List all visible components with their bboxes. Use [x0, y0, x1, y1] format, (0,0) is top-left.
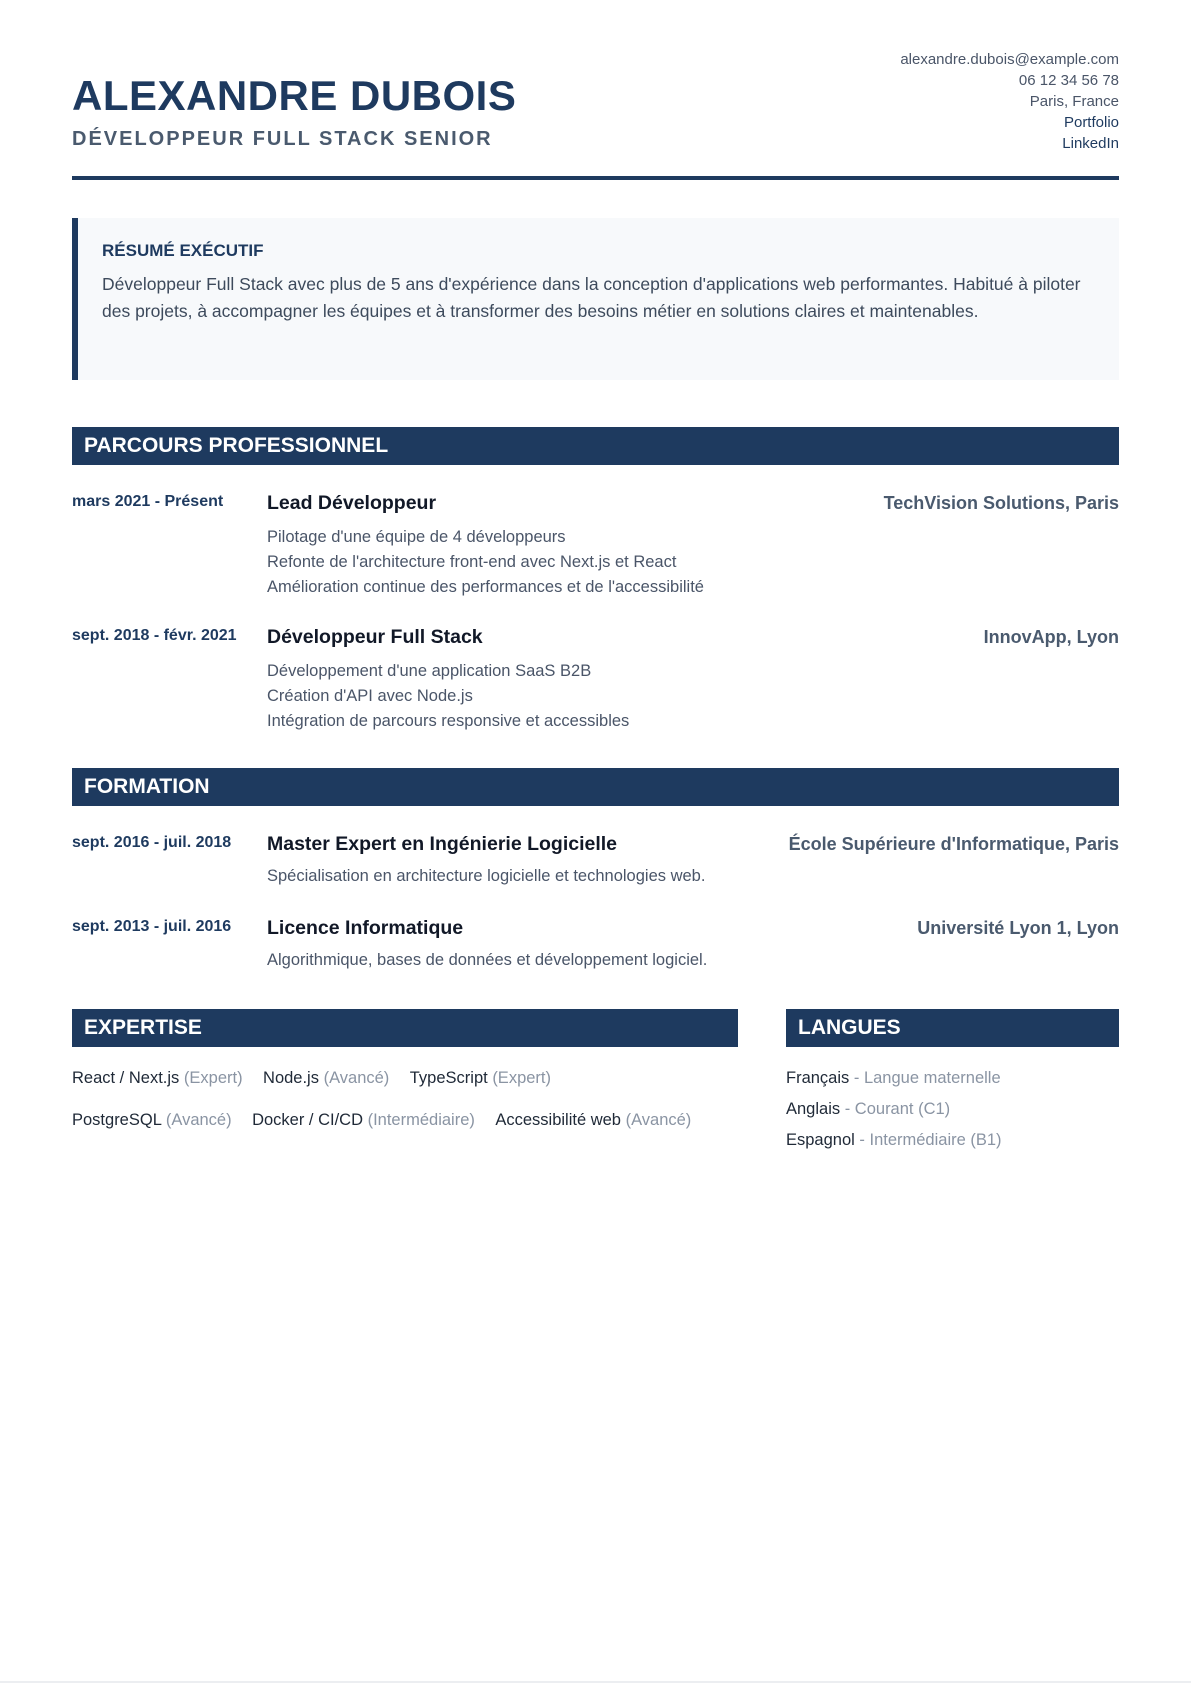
language-item	[786, 1099, 1119, 1130]
experience-company: TechVision Solutions, Paris	[883, 493, 1119, 513]
skill-item	[410, 1068, 551, 1088]
skill-name: TypeScript	[409, 1069, 488, 1087]
summary-text: Développeur Full Stack avec plus de 5 ans d'expérience dans la conception d'applications web performantes. Habitué à piloter des projets, à accompagner les équipes et à transformer des besoins métier en solutions claires et maintenables.	[102, 274, 1081, 321]
skill-name: Accessibilité web	[495, 1111, 621, 1129]
language-name: Espagnol	[786, 1131, 855, 1149]
experience-company: InnovApp, Lyon	[983, 627, 1119, 647]
education-date: sept. 2016 - juil. 2018	[72, 834, 232, 851]
experience-bullet: Pilotage d'une équipe de 4 développeurs	[267, 528, 566, 546]
contact-location: Paris, France	[1029, 93, 1119, 110]
resume-header	[72, 0, 1119, 182]
contact-phone: 06 12 34 56 78	[1018, 72, 1119, 89]
skills-list	[72, 1068, 742, 1152]
summary-heading: RÉSUMÉ EXÉCUTIF	[102, 241, 264, 260]
experience-bullet: Création d'API avec Node.js	[267, 687, 473, 705]
skill-item	[495, 1110, 691, 1130]
skill-item	[72, 1110, 232, 1130]
experience-bullet: Amélioration continue des performances et de l'accessibilité	[267, 578, 704, 596]
education-description: Spécialisation en architecture logicielle et technologies web.	[267, 867, 706, 885]
experience-bullet: Développement d'une application SaaS B2B	[267, 662, 592, 680]
skills-row	[72, 1068, 742, 1110]
skill-item	[72, 1068, 243, 1088]
experience-role: Développeur Full Stack	[267, 626, 483, 648]
section-heading-languages: LANGUES	[786, 1009, 1119, 1047]
languages-list	[786, 1068, 1119, 1161]
education-description: Algorithmique, bases de données et développement logiciel.	[267, 951, 708, 969]
language-item	[786, 1068, 1119, 1099]
portfolio-link[interactable]: Portfolio	[1063, 114, 1119, 131]
skill-level: (Avancé)	[165, 1111, 232, 1129]
section-heading-expertise: EXPERTISE	[72, 1009, 738, 1047]
skill-level: (Avancé)	[323, 1069, 390, 1087]
candidate-title: DÉVELOPPEUR FULL STACK SENIOR	[72, 128, 493, 150]
language-name: Français	[786, 1069, 850, 1087]
section-heading-education: FORMATION	[72, 768, 1119, 806]
language-level: - Courant (C1)	[844, 1100, 951, 1118]
experience-entry	[72, 626, 1119, 736]
language-level: - Intermédiaire (B1)	[859, 1131, 1002, 1149]
skill-level: (Expert)	[492, 1069, 551, 1087]
executive-summary	[72, 218, 1119, 380]
experience-role: Lead Développeur	[267, 492, 437, 514]
experience-date: mars 2021 - Présent	[72, 493, 224, 510]
skill-name: PostgreSQL	[72, 1111, 162, 1129]
skill-name: React / Next.js	[72, 1069, 180, 1087]
skill-item	[263, 1068, 389, 1088]
skill-name: Docker / CI/CD	[252, 1111, 363, 1129]
header-divider	[72, 176, 1119, 180]
education-description-block	[267, 948, 707, 973]
education-degree: Licence Informatique	[267, 917, 464, 939]
skill-item	[252, 1110, 475, 1130]
education-degree: Master Expert en Ingénierie Logicielle	[267, 833, 618, 855]
education-school: Université Lyon 1, Lyon	[917, 918, 1119, 938]
experience-bullets	[267, 659, 629, 734]
skill-level: (Expert)	[183, 1069, 243, 1087]
education-description-block	[267, 864, 705, 889]
skill-name: Node.js	[263, 1069, 319, 1087]
experience-date: sept. 2018 - févr. 2021	[72, 627, 237, 644]
language-level: - Langue maternelle	[853, 1069, 1001, 1087]
language-item	[786, 1130, 1119, 1161]
resume-page	[72, 0, 1119, 1685]
contact-email[interactable]: alexandre.dubois@example.com	[900, 51, 1119, 68]
experience-bullet: Intégration de parcours responsive et accessibles	[267, 712, 630, 730]
linkedin-link[interactable]: LinkedIn	[1062, 135, 1119, 152]
education-date: sept. 2013 - juil. 2016	[72, 918, 232, 935]
page-bottom-edge	[0, 1681, 1191, 1683]
contact-block	[900, 49, 1119, 154]
language-name: Anglais	[786, 1100, 841, 1118]
section-heading-experience: PARCOURS PROFESSIONNEL	[72, 427, 1119, 465]
education-school: École Supérieure d'Informatique, Paris	[788, 834, 1119, 854]
skill-level: (Intermédiaire)	[367, 1111, 475, 1129]
education-entry	[72, 917, 1119, 979]
education-entry	[72, 833, 1119, 895]
experience-entry	[72, 492, 1119, 602]
experience-bullets	[267, 525, 704, 600]
experience-bullet: Refonte de l'architecture front-end avec Next.js et React	[267, 553, 677, 571]
skills-row	[72, 1110, 742, 1152]
candidate-name: ALEXANDRE DUBOIS	[72, 72, 517, 119]
skill-level: (Avancé)	[625, 1111, 692, 1129]
